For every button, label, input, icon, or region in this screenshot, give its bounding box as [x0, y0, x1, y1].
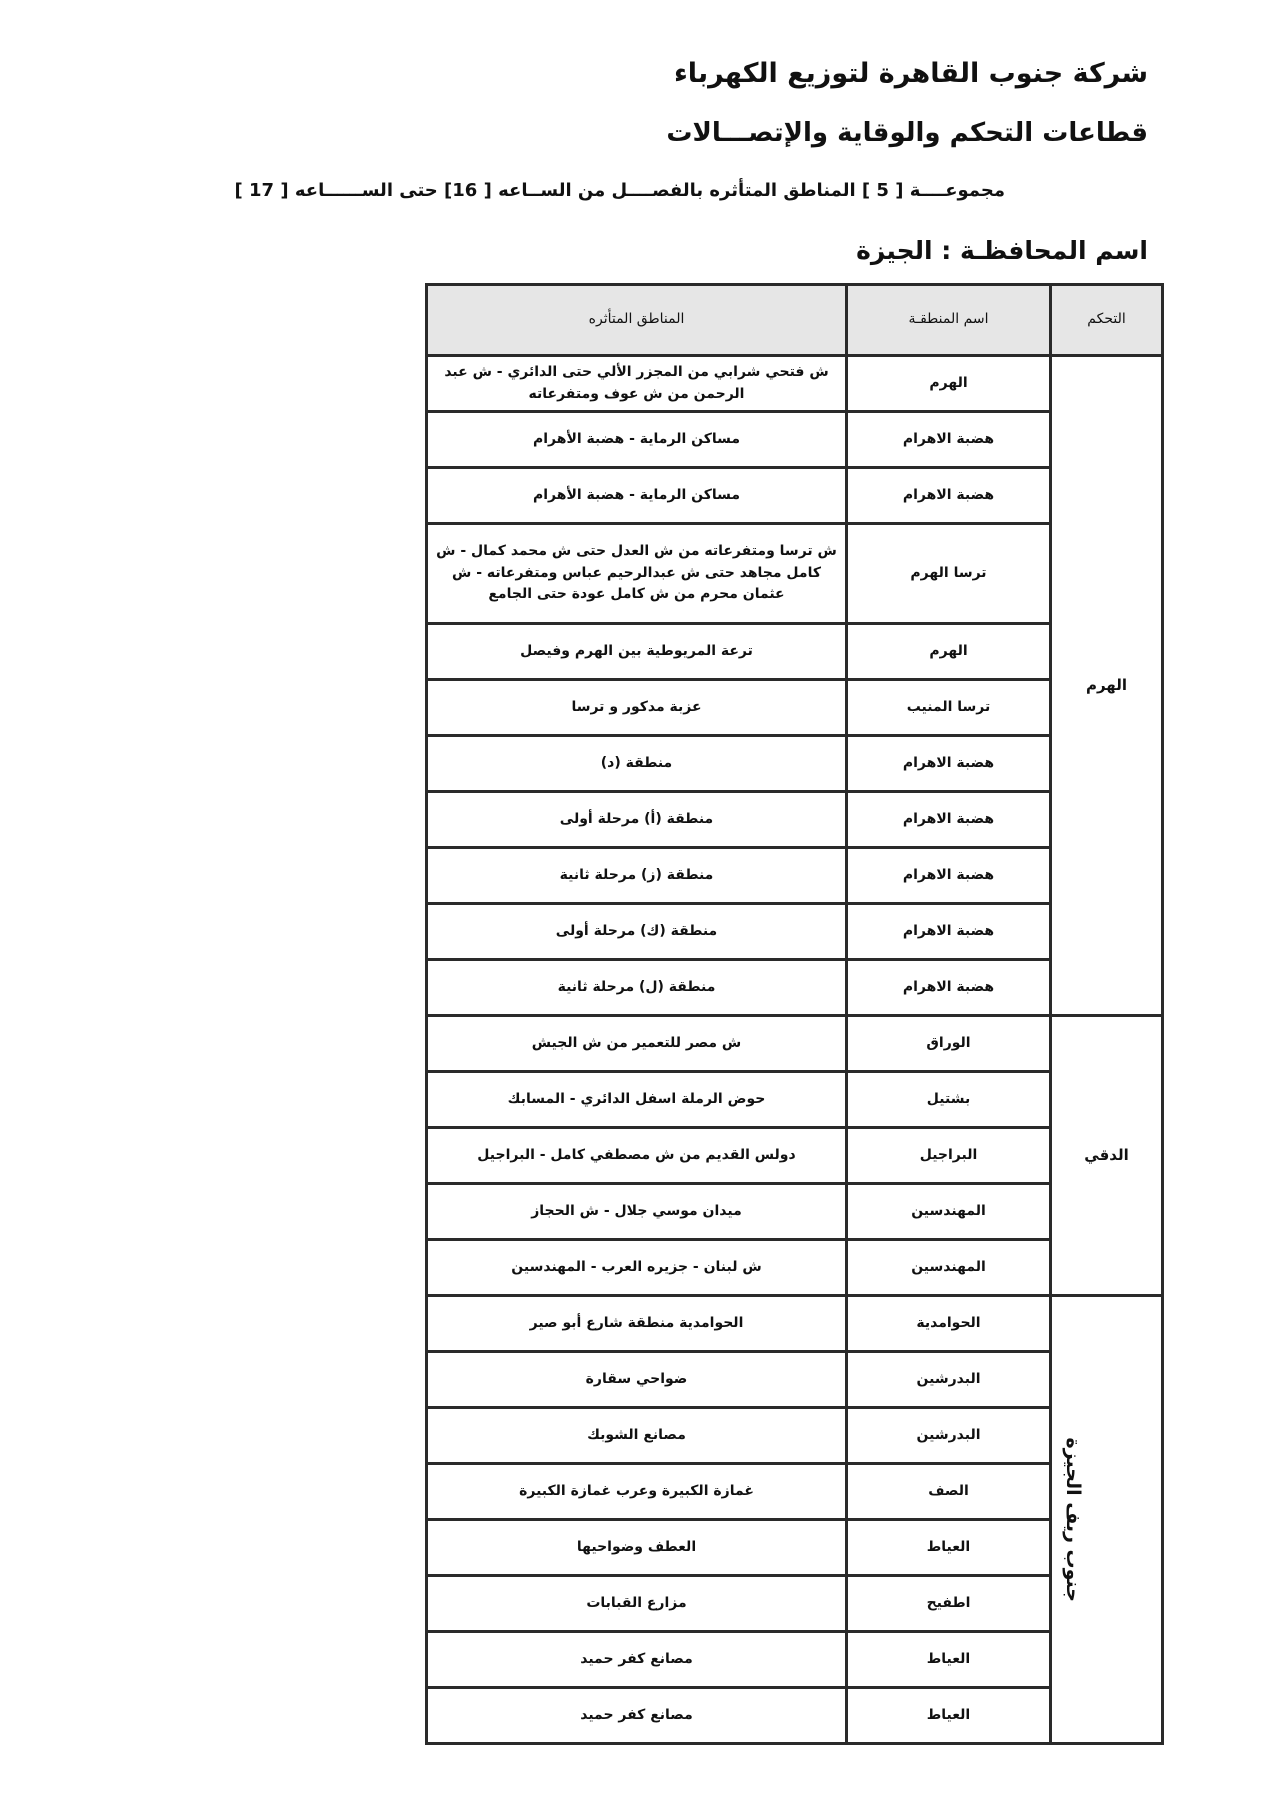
affected-areas-cell: ش فتحي شرابي من المجزر الألي حتى الدائري - ش عبد الرحمن من ش عوف ومتفرعاته — [427, 356, 847, 412]
area-name-cell: هضبة الاهرام — [847, 468, 1051, 524]
area-name-cell: المهندسين — [847, 1184, 1051, 1240]
area-name-cell: البدرشين — [847, 1352, 1051, 1408]
control-cell — [1051, 356, 1163, 1016]
area-name-cell: البراجيل — [847, 1128, 1051, 1184]
affected-areas-cell: غمازة الكبيرة وعرب غمازة الكبيرة — [427, 1464, 847, 1520]
affected-areas-cell: مساكن الرماية - هضبة الأهرام — [427, 468, 847, 524]
area-name-cell: هضبة الاهرام — [847, 412, 1051, 468]
table-body — [427, 356, 1163, 1744]
affected-areas-cell: مصانع كفر حميد — [427, 1632, 847, 1688]
affected-areas-cell: عزبة مدكور و ترسا — [427, 680, 847, 736]
affected-areas-table — [425, 283, 1164, 1745]
affected-areas-cell: منطقة (أ) مرحلة أولى — [427, 792, 847, 848]
header-control: التحكم — [1051, 285, 1163, 356]
affected-areas-cell: مساكن الرماية - هضبة الأهرام — [427, 412, 847, 468]
area-name-cell: الصف — [847, 1464, 1051, 1520]
group-line: مجموعــــة [ 5 ] المناطق المتأثره بالفصــــل من الســاعه [ 16] حتى الســــــاعه [ 17 ] — [234, 180, 1005, 201]
affected-areas-cell: ش لبنان - جزيره العرب - المهندسين — [427, 1240, 847, 1296]
table-row — [427, 356, 1163, 412]
affected-areas-cell: منطقة (ك) مرحلة أولى — [427, 904, 847, 960]
area-name-cell: ترسا المنيب — [847, 680, 1051, 736]
affected-areas-cell: ش ترسا ومتفرعاته من ش العدل حتى ش محمد كمال - ش كامل مجاهد حتى ش عبدالرحيم عباس ومتفرعاته - ش عثمان محرم من ش كامل عودة حتى الجامع — [427, 524, 847, 624]
area-name-cell: الوراق — [847, 1016, 1051, 1072]
governorate-label: اسم المحافظـة : الجيزة — [856, 236, 1148, 265]
control-cell — [1051, 1296, 1163, 1744]
area-name-cell: ترسا الهرم — [847, 524, 1051, 624]
control-label: الدقي — [1084, 1145, 1129, 1164]
area-name-cell: الحوامدية — [847, 1296, 1051, 1352]
area-name-cell: البدرشين — [847, 1408, 1051, 1464]
affected-areas-cell: ضواحي سقارة — [427, 1352, 847, 1408]
sector-title: قطاعات التحكم والوقاية والإتصـــالات — [666, 118, 1148, 148]
affected-areas-cell: مزارع القبابات — [427, 1576, 847, 1632]
area-name-cell: هضبة الاهرام — [847, 736, 1051, 792]
area-name-cell: العياط — [847, 1688, 1051, 1744]
table-row — [427, 1296, 1163, 1352]
affected-areas-cell: مصانع الشوبك — [427, 1408, 847, 1464]
area-name-cell: بشتيل — [847, 1072, 1051, 1128]
affected-areas-cell: دولس القديم من ش مصطفي كامل - البراجيل — [427, 1128, 847, 1184]
area-name-cell: هضبة الاهرام — [847, 960, 1051, 1016]
area-name-cell: الهرم — [847, 356, 1051, 412]
control-label: الهرم — [1085, 675, 1127, 694]
area-name-cell: المهندسين — [847, 1240, 1051, 1296]
table-row — [427, 1016, 1163, 1072]
affected-areas-cell: منطقة (د) — [427, 736, 847, 792]
affected-areas-cell: ترعة المريوطية بين الهرم وفيصل — [427, 624, 847, 680]
control-cell — [1051, 1016, 1163, 1296]
affected-areas-cell: العطف وضواحيها — [427, 1520, 847, 1576]
header-area-name: اسم المنطقـة — [847, 285, 1051, 356]
area-name-cell: العياط — [847, 1632, 1051, 1688]
company-title: شركة جنوب القاهرة لتوزيع الكهرباء — [674, 58, 1148, 89]
affected-areas-cell: منطقة (ل) مرحلة ثانية — [427, 960, 847, 1016]
area-name-cell: هضبة الاهرام — [847, 904, 1051, 960]
affected-areas-cell: مصانع كفر حميد — [427, 1688, 847, 1744]
area-name-cell: العياط — [847, 1520, 1051, 1576]
area-name-cell: هضبة الاهرام — [847, 792, 1051, 848]
affected-areas-cell: الحوامدية منطقة شارع أبو صير — [427, 1296, 847, 1352]
affected-areas-cell: ش مصر للتعمير من ش الجيش — [427, 1016, 847, 1072]
table-header-row — [427, 285, 1163, 356]
control-label: جنوب ريف الجيزة — [1062, 1437, 1085, 1602]
header-affected: المناطق المتأثره — [427, 285, 847, 356]
area-name-cell: هضبة الاهرام — [847, 848, 1051, 904]
area-name-cell: الهرم — [847, 624, 1051, 680]
area-name-cell: اطفيح — [847, 1576, 1051, 1632]
affected-areas-cell: حوض الرملة اسفل الدائري - المسابك — [427, 1072, 847, 1128]
affected-areas-cell: ميدان موسي جلال - ش الحجاز — [427, 1184, 847, 1240]
affected-areas-cell: منطقة (ز) مرحلة ثانية — [427, 848, 847, 904]
